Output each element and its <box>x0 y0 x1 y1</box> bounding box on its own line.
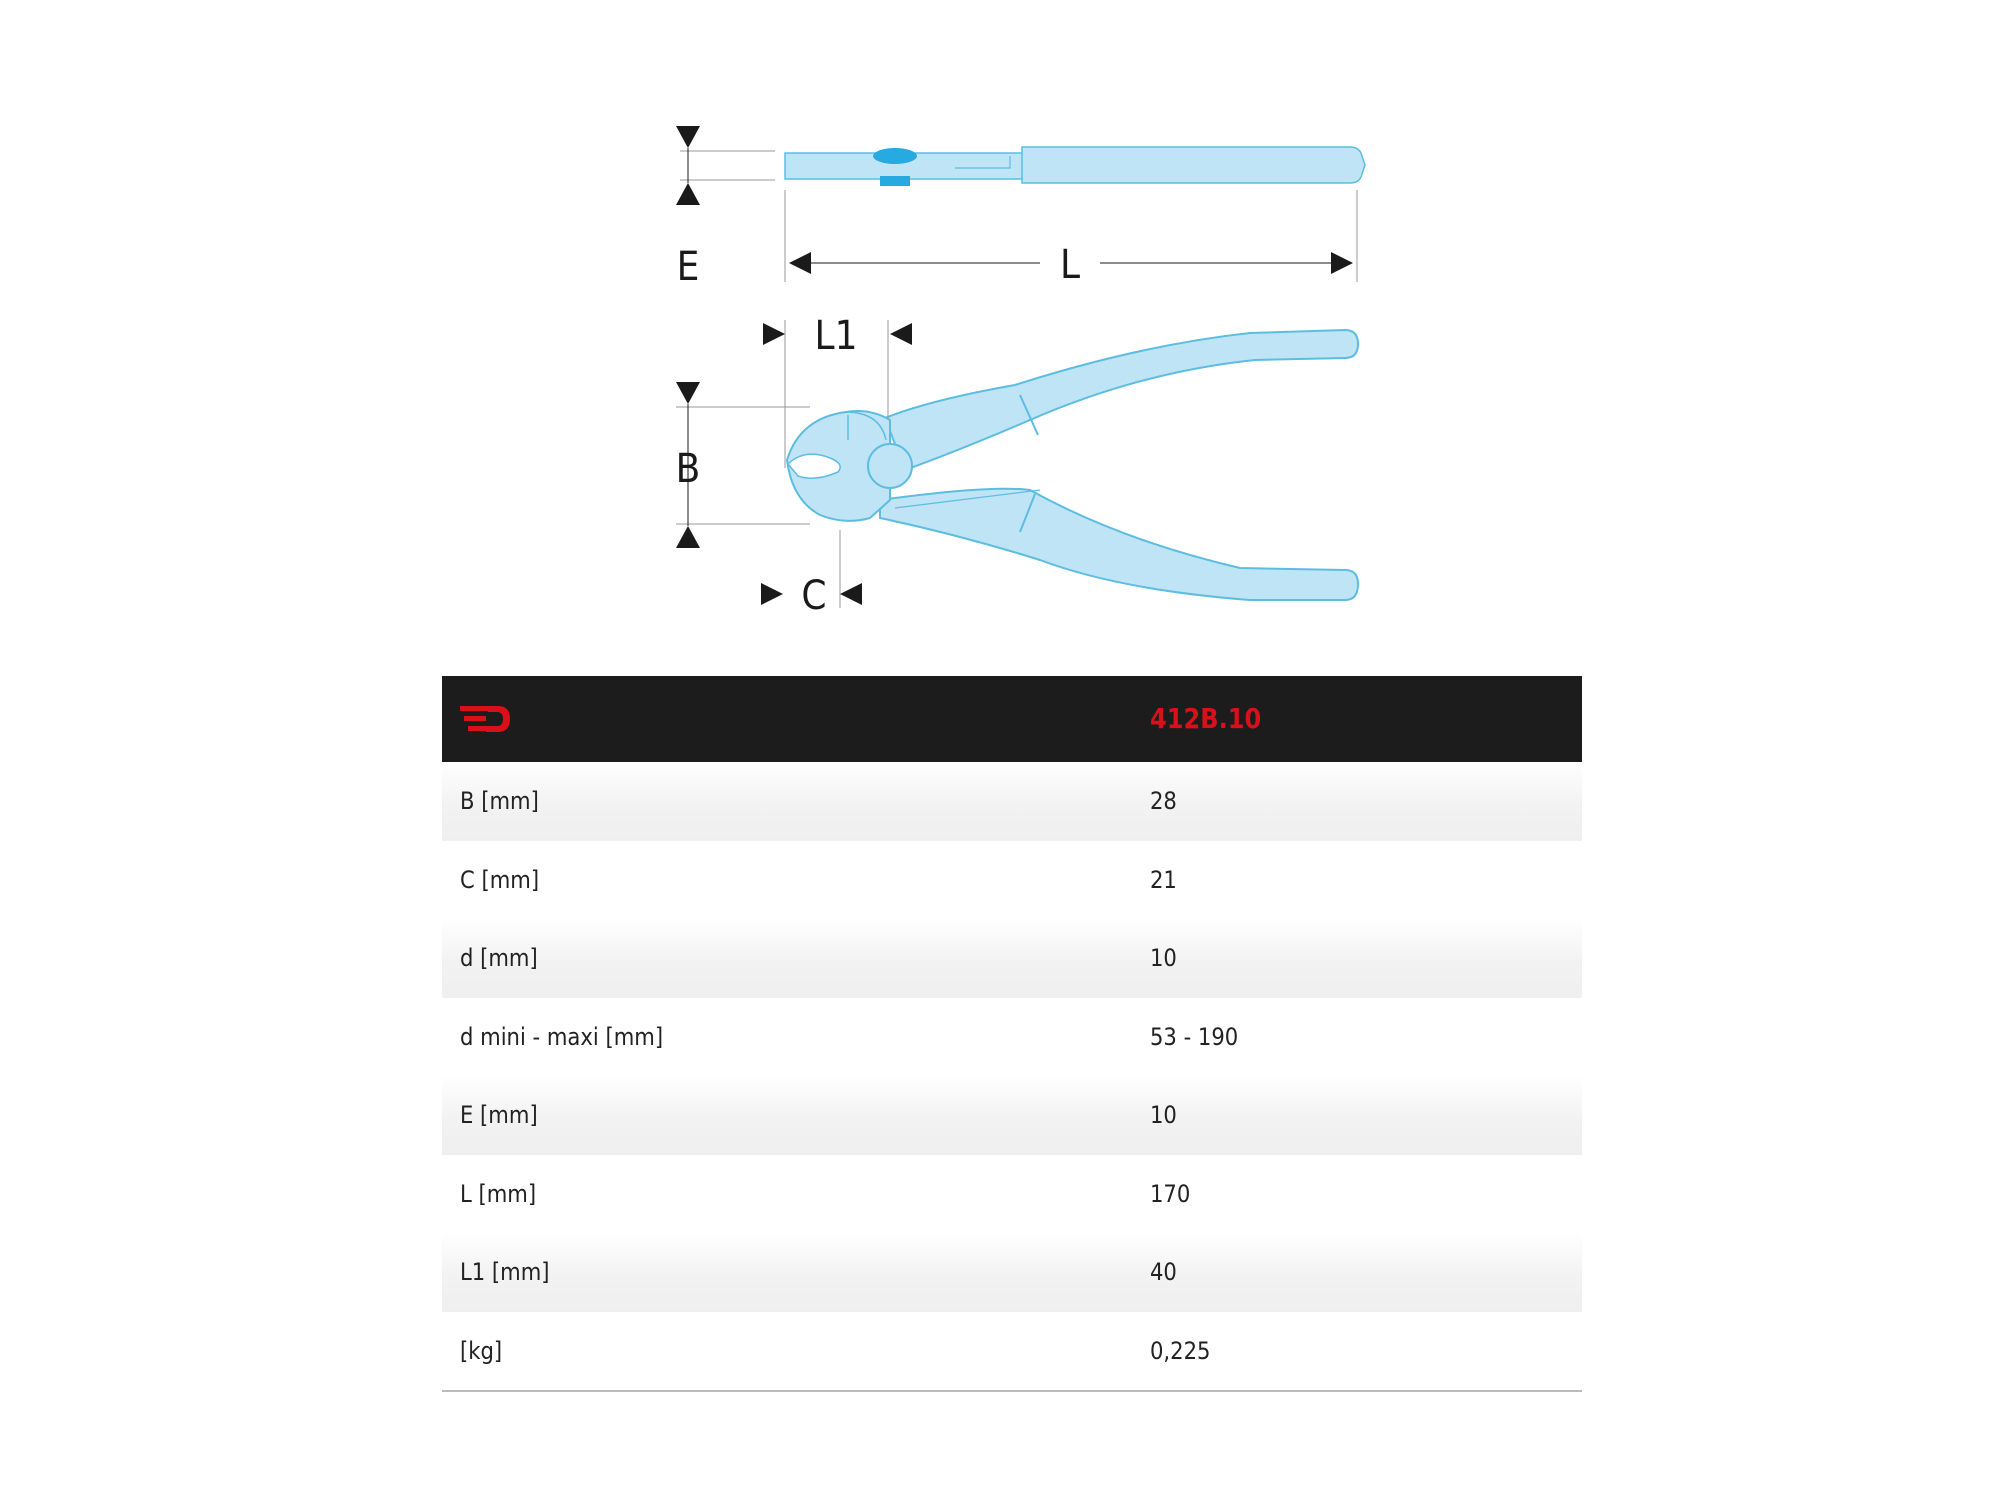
table-row <box>442 841 1582 920</box>
row-value: 21 <box>1150 865 1177 894</box>
row-label: d [mm] <box>460 944 538 972</box>
pliers-side-view <box>785 147 1365 186</box>
label-b: B <box>675 446 701 492</box>
row-label: L1 [mm] <box>460 1258 550 1286</box>
row-label: C [mm] <box>460 865 540 894</box>
row-label: L [mm] <box>460 1179 537 1208</box>
label-l: L <box>1059 242 1081 288</box>
dimension-l <box>785 190 1357 288</box>
dimension-c <box>761 530 862 619</box>
row-value: 10 <box>1150 944 1177 972</box>
product-reference: 412B.10 <box>1150 702 1262 735</box>
label-e: E <box>676 244 700 290</box>
table-row <box>442 762 1582 841</box>
label-l1: L1 <box>814 313 858 359</box>
table-row <box>442 1233 1582 1312</box>
pliers-front-view <box>787 330 1358 600</box>
row-label: d mini - maxi [mm] <box>460 1022 664 1051</box>
table-row <box>442 1155 1582 1234</box>
pliers-dimension-diagram <box>0 0 2004 660</box>
table-row <box>442 1312 1582 1393</box>
row-value: 170 <box>1150 1179 1191 1208</box>
specification-table <box>442 676 1582 1392</box>
label-c: C <box>801 573 827 619</box>
dimension-e <box>676 126 775 290</box>
row-label: B [mm] <box>460 787 539 815</box>
row-value: 10 <box>1150 1101 1177 1129</box>
row-label: E [mm] <box>460 1101 538 1129</box>
table-row <box>442 919 1582 998</box>
table-row <box>442 998 1582 1077</box>
row-value: 40 <box>1150 1258 1177 1286</box>
row-value: 28 <box>1150 787 1177 815</box>
row-value: 53 - 190 <box>1150 1022 1239 1051</box>
row-value: 0,225 <box>1150 1336 1211 1365</box>
brand-logo-icon <box>460 704 512 734</box>
row-label: [kg] <box>460 1336 503 1365</box>
table-row <box>442 1076 1582 1155</box>
table-header <box>442 676 1582 762</box>
